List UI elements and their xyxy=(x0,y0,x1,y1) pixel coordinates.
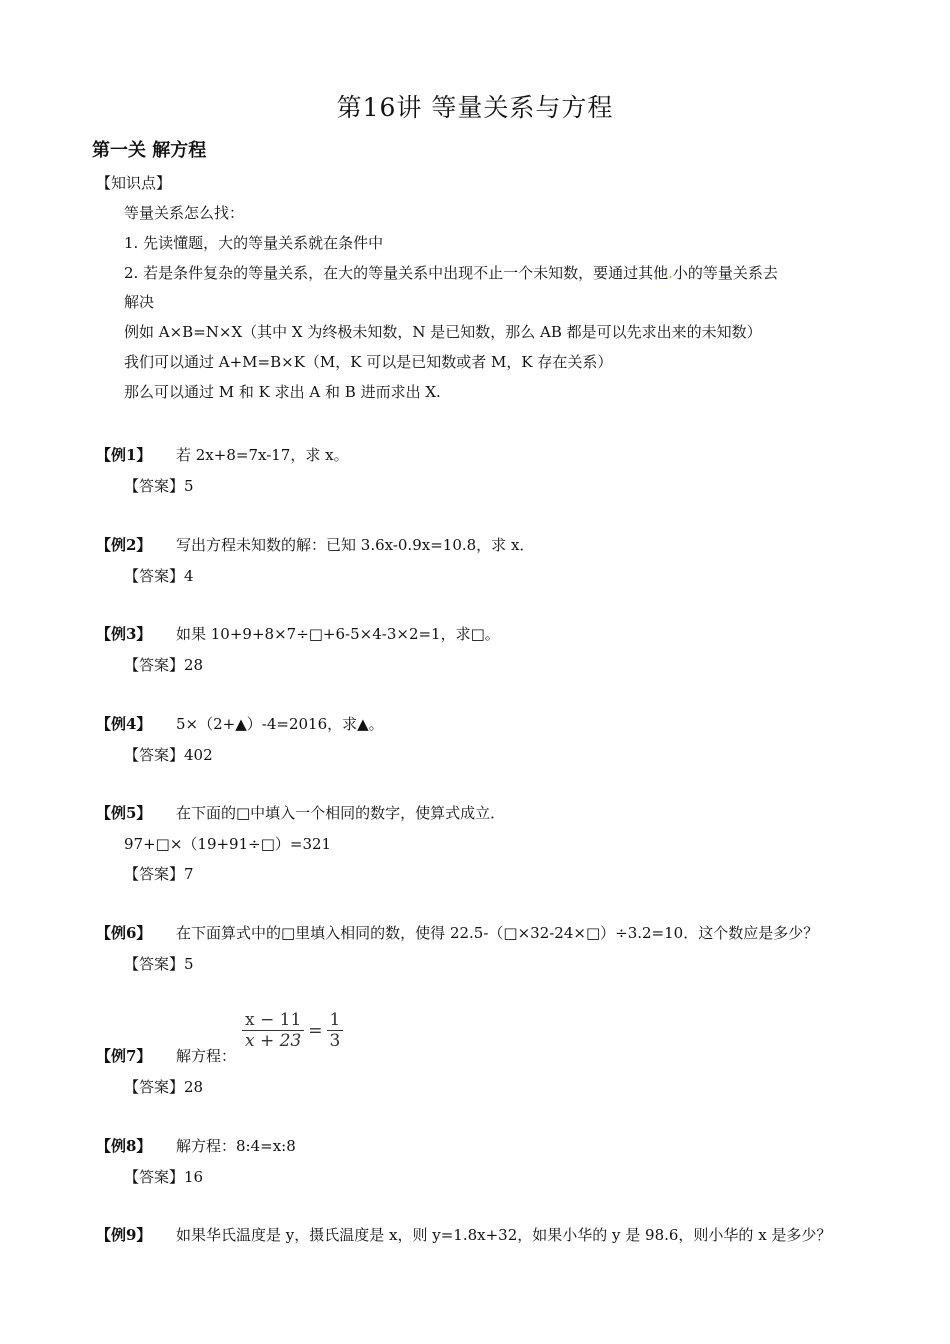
knowledge-line: 等量关系怎么找： xyxy=(124,204,245,222)
knowledge-line: 1. 先读懂题，大的等量关系就在条件中 xyxy=(124,234,384,252)
fraction-equals: = xyxy=(308,1020,323,1041)
knowledge-line-part: 2. 若是条件复杂的等量关系，在大的等量关系中出现不止一个未知数，要通过其他 xyxy=(124,264,669,282)
example-answer: 【答案】402 xyxy=(124,746,213,764)
example-1 xyxy=(96,444,349,465)
fraction-denominator-right: 3 xyxy=(329,1031,341,1051)
page-title: 第16讲 等量关系与方程 xyxy=(336,93,614,122)
example-answer: 【答案】4 xyxy=(124,567,194,585)
example-answer: 【答案】28 xyxy=(124,656,204,674)
example-3 xyxy=(96,623,500,644)
example-label: 【例3】 xyxy=(96,625,152,643)
example-question: 写出方程未知数的解：已知 3.6x-0.9x=10.8，求 x． xyxy=(176,536,535,554)
example-4 xyxy=(96,713,384,734)
example-label: 【例1】 xyxy=(96,446,152,464)
example-question: 如果 10+9+8×7÷□+6-5×4-3×2=1，求□。 xyxy=(176,625,500,643)
example-answer: 【答案】7 xyxy=(124,865,194,883)
example-question: 解方程：8:4=x:8 xyxy=(176,1137,296,1155)
example-label: 【例4】 xyxy=(96,715,152,733)
example-7 xyxy=(96,1045,236,1066)
example-2 xyxy=(96,534,534,555)
example-label: 【例2】 xyxy=(96,536,152,554)
example-5 xyxy=(96,802,505,823)
knowledge-line: 那么可以通过 M 和 K 求出 A 和 B 进而求出 X. xyxy=(124,383,441,401)
example-question: 若 2x+8=7x-17，求 x。 xyxy=(176,446,349,464)
example-label: 【例6】 xyxy=(96,924,152,942)
knowledge-label: 【知识点】 xyxy=(96,174,172,192)
knowledge-line: 我们可以通过 A+M=B×K（M，K 可以是已知数或者 M，K 存在关系） xyxy=(124,353,613,371)
example-answer: 【答案】28 xyxy=(124,1078,204,1096)
example-8 xyxy=(96,1135,296,1156)
knowledge-line xyxy=(124,262,778,283)
example-question: 在下面算式中的□里填入相同的数，使得 22.5-（□×32-24×□）÷3.2=10．这个数应是多少？ xyxy=(176,924,819,942)
example-6 xyxy=(96,922,818,943)
example-question: 5×（2+▲）-4=2016，求▲。 xyxy=(176,715,384,733)
knowledge-line-part: 小的等量关系去 xyxy=(672,264,778,282)
example-question: 在下面的□中填入一个相同的数字，使算式成立． xyxy=(176,804,506,822)
knowledge-line: 例如 A×B=N×X（其中 X 为终极未知数，N 是已知数，那么 AB 都是可以先求出来的未知数） xyxy=(124,323,762,341)
example-question: 如果华氏温度是 y，摄氏温度是 x，则 y=1.8x+32，如果小华的 y 是 98.6，则小华的 x 是多少？ xyxy=(176,1226,832,1244)
fraction-numerator-left: x − 11 xyxy=(242,1010,304,1031)
knowledge-line: 解决 xyxy=(124,293,155,311)
example-label: 【例9】 xyxy=(96,1226,152,1244)
example-question: 解方程： xyxy=(176,1047,237,1065)
example-answer: 【答案】16 xyxy=(124,1168,204,1186)
example-equation: 97+□×（19+91÷□）=321 xyxy=(124,835,332,853)
example-label: 【例5】 xyxy=(96,804,152,822)
example-label: 【例8】 xyxy=(96,1137,152,1155)
fraction-denominator-left: x + 23 xyxy=(245,1031,302,1051)
highlight-mark: . xyxy=(668,264,673,282)
example-answer: 【答案】5 xyxy=(124,955,194,973)
fraction-equation xyxy=(242,1010,343,1051)
example-9 xyxy=(96,1224,831,1245)
example-answer: 【答案】5 xyxy=(124,477,194,495)
fraction-numerator-right: 1 xyxy=(327,1010,344,1031)
section-heading: 第一关 解方程 xyxy=(92,140,207,161)
example-label: 【例7】 xyxy=(96,1047,152,1065)
